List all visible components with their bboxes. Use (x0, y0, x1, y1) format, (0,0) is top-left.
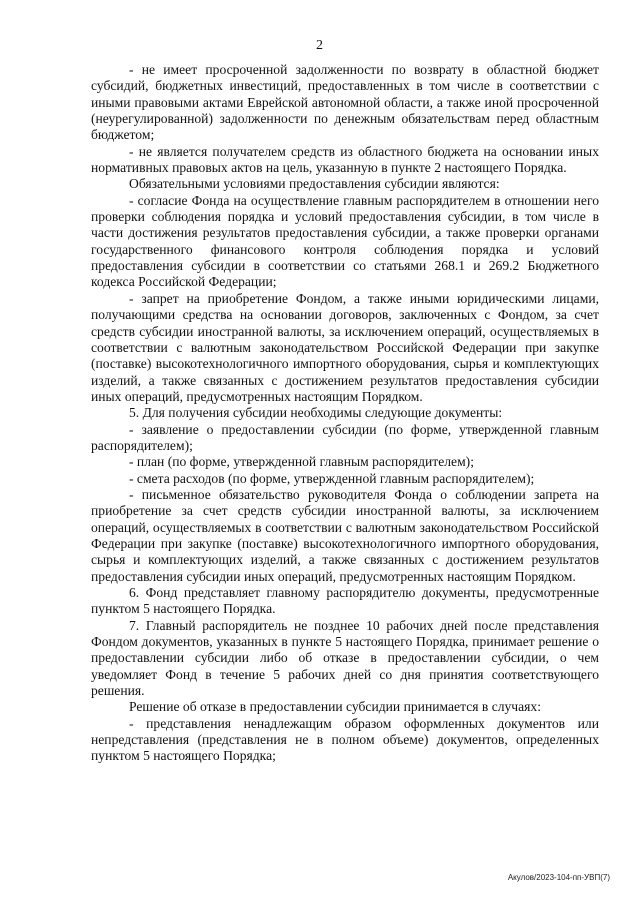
page-number: 2 (316, 38, 323, 53)
paragraph: Решение об отказе в предоставлении субсидии принимается в случаях: (129, 699, 542, 715)
paragraph: - согласие Фонда на осуществление главным распорядителем в отношении него проверки соблюдения порядка и условий предоставления субсидии, в том числе в части достижения результатов предоставления субсидии, а также проверки органами государственного финансового контроля соблюдения порядка и условий предоставления субсидии в соответствии со статьями 268.1 и 269.2 Бюджетного кодекса Российской Федерации; (91, 192, 599, 290)
paragraph: 6. Фонд представляет главному распорядителю документы, предусмотренные пунктом 5 настоящего Порядка. (91, 585, 599, 617)
footer-document-code: Акулов/2023-104-пп-УВП(7) (507, 873, 610, 882)
paragraph: - запрет на приобретение Фондом, а также иными юридическими лицами, получающими средства на основании договоров, заключенных с Фондом, за счет средств субсидии иностранной валюты, за исключением операций, осуществляемых в соответствии с валютным законодательством Российской Федерации при закупке (поставке) высокотехнологичного импортного оборудования, сырья и комплектующих изделий, а также связанных с достижением результатов предоставления субсидии иных операций, предусмотренных настоящим Порядком. (91, 290, 599, 404)
document-body (91, 62, 599, 765)
paragraph: Обязательными условиями предоставления субсидии являются: (129, 176, 500, 192)
paragraph: - план (по форме, утвержденной главным распорядителем); (129, 454, 474, 470)
paragraph: - заявление о предоставлении субсидии (по форме, утвержденной главным распорядителем); (91, 421, 599, 453)
paragraph: - представления ненадлежащим образом оформленных документов или непредставления (представления не в полном объеме) документов, определенных пунктом 5 настоящего Порядка; (91, 715, 599, 764)
paragraph: - не имеет просроченной задолженности по возврату в областной бюджет субсидий, бюджетных инвестиций, предоставленных в том числе в соответствии с иными правовыми актами Еврейской автономной области, а также иной просроченной (неурегулированной) задолженности по денежным обязательствам перед областным бюджетом; (91, 62, 599, 143)
paragraph: 7. Главный распорядитель не позднее 10 рабочих дней после представления Фондом документов, указанных в пункте 5 настоящего Порядка, принимает решение о предоставлении субсидии либо об отказе в предоставлении субсидии, о чем уведомляет Фонд в течение 5 рабочих дней со дня принятия соответствующего решения. (91, 617, 599, 699)
paragraph: 5. Для получения субсидии необходимы следующие документы: (129, 405, 503, 421)
paragraph: - смета расходов (по форме, утвержденной главным распорядителем); (129, 470, 535, 486)
paragraph: - не является получателем средств из областного бюджета на основании иных нормативных правовых актов на цель, указанную в пункте 2 настоящего Порядка. (91, 143, 599, 176)
paragraph: - письменное обязательство руководителя Фонда о соблюдении запрета на приобретение за счет средств субсидии иностранной валюты, за исключением операций, осуществляемых в соответствии с валютным законодательством Российской Федерации при закупке (поставке) высокотехнологичного импортного оборудования, сырья и комплектующих изделий, а также связанных с достижением результатов предоставления субсидии иных операций, предусмотренных настоящим Порядком. (91, 486, 599, 584)
